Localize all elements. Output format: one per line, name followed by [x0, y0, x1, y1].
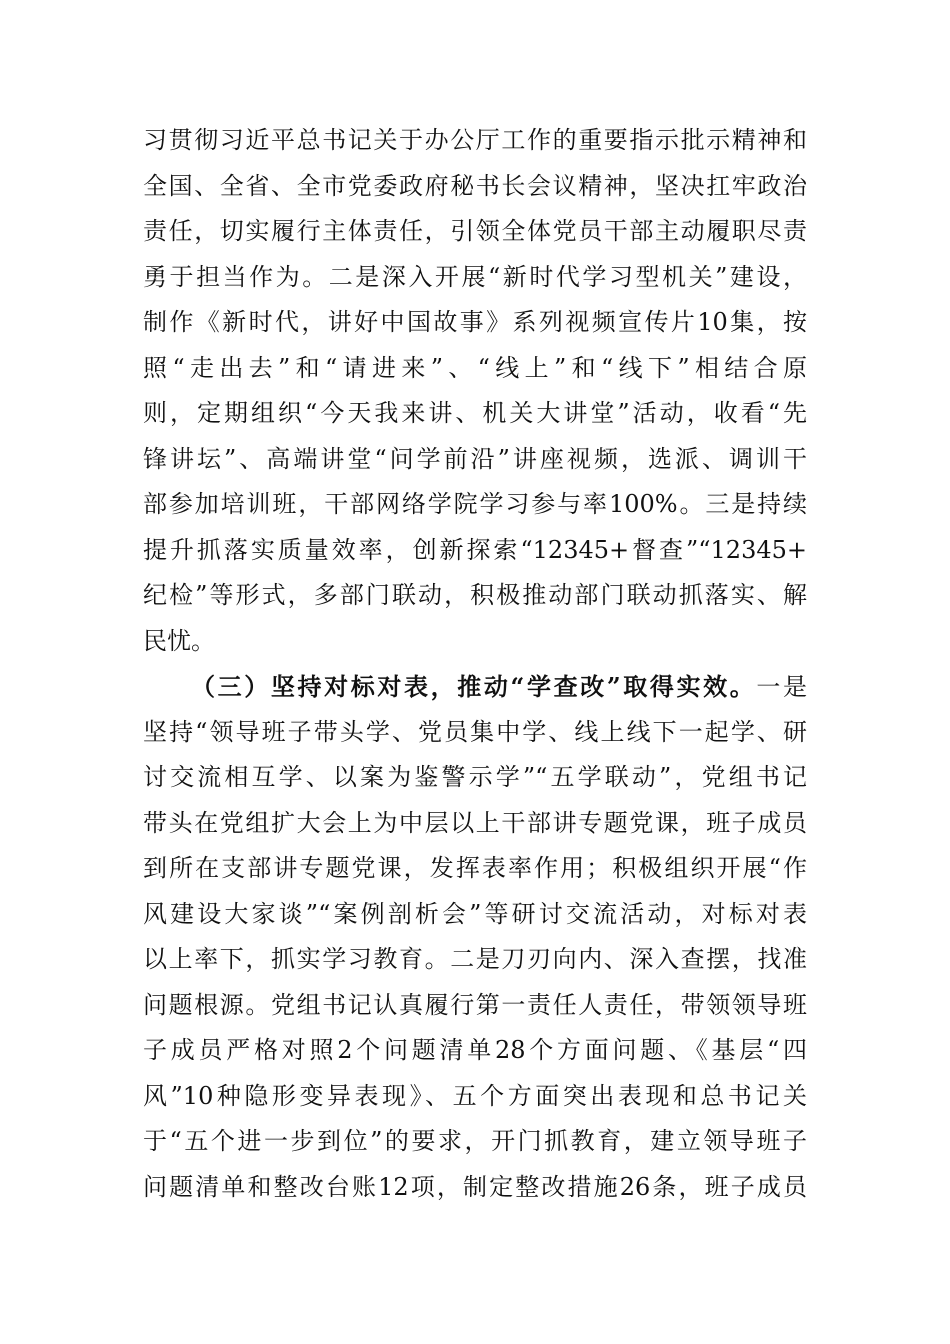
text-line: 风”10种隐形变异表现》、五个方面突出表现和总书记关: [143, 1081, 807, 1110]
document-body: [143, 118, 807, 1210]
text-line: 带头在党组扩大会上为中层以上干部讲专题党课，班子成员: [143, 808, 807, 837]
text-line: 问题清单和整改台账12项，制定整改措施26条，班子成员: [143, 1172, 807, 1201]
text-line: 问题根源。党组书记认真履行第一责任人责任，带领领导班: [143, 990, 807, 1019]
text-line: 民忧。: [143, 626, 215, 655]
text-line: 子成员严格对照2个问题清单28个方面问题、《基层“四: [143, 1036, 807, 1064]
text-line: 部参加培训班，干部网络学院学习参与率100%。三是持续: [143, 490, 807, 518]
text-line: 锋讲坛”、高端讲堂“问学前沿”讲座视频，选派、调训干: [143, 444, 807, 473]
text-line: 则，定期组织“今天我来讲、机关大讲堂”活动，收看“先: [143, 399, 807, 427]
text-line: 于“五个进一步到位”的要求，开门抓教育，建立领导班子: [143, 1127, 807, 1155]
section-heading-line: [143, 664, 807, 710]
text-line: 全国、全省、全市党委政府秘书长会议精神，坚决扛牢政治: [143, 171, 807, 200]
paragraph-1: [143, 118, 807, 664]
text-line: 习贯彻习近平总书记关于办公厅工作的重要指示批示精神和: [143, 126, 807, 154]
text-line: 到所在支部讲专题党课，发挥表率作用；积极组织开展“作: [143, 854, 807, 882]
text-line: 照“走出去”和“请进来”、“线上”和“线下”相结合原: [143, 353, 807, 382]
section-heading: （三）坚持对标对表，推动“学查改”取得实效。: [191, 672, 757, 701]
text-line: 讨交流相互学、以案为鉴警示学”“五学联动”，党组书记: [143, 763, 807, 791]
text-line: 提升抓落实质量效率，创新探索“12345+督查”“12345+: [143, 535, 807, 564]
text-run: 一是: [756, 673, 807, 701]
text-line: 坚持“领导班子带头学、党员集中学、线上线下一起学、研: [143, 717, 807, 746]
text-line: 以上率下，抓实学习教育。二是刀刃向内、深入查摆，找准: [143, 945, 807, 973]
text-line: 制作《新时代，讲好中国故事》系列视频宣传片10集，按: [143, 308, 807, 336]
text-line: 纪检”等形式，多部门联动，积极推动部门联动抓落实、解: [143, 581, 807, 609]
paragraph-2: [143, 664, 807, 1210]
text-line: 风建设大家谈”“案例剖析会”等研讨交流活动，对标对表: [143, 899, 807, 928]
text-line: 勇于担当作为。二是深入开展“新时代学习型机关”建设，: [143, 262, 807, 291]
text-line: 责任，切实履行主体责任，引领全体党员干部主动履职尽责: [143, 217, 807, 245]
